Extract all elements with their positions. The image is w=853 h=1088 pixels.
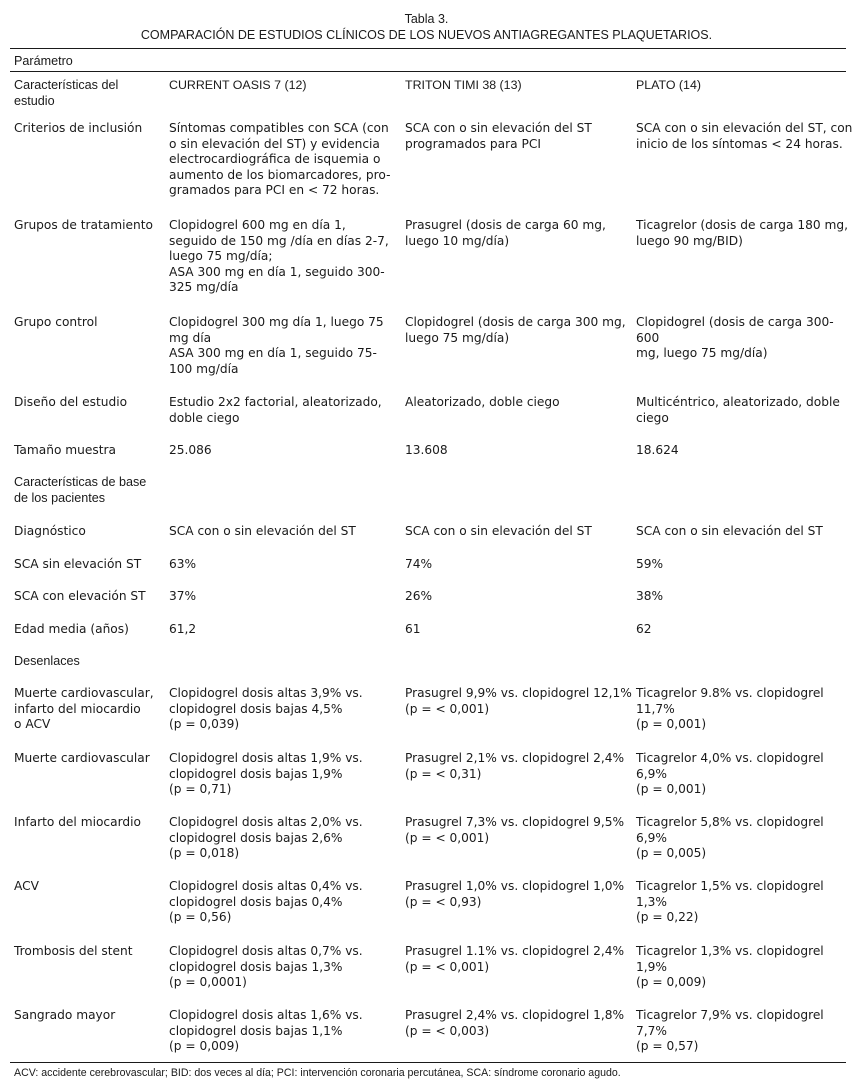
- row-label: Edad media (años): [14, 622, 129, 636]
- table-cell: Clopidogrel dosis altas 0,4% vs. clopidogrel dosis bajas 0,4% (p = 0,56): [169, 879, 363, 924]
- row-label: Tamaño muestra: [14, 443, 116, 457]
- table-cell: SCA con o sin elevación del ST: [169, 524, 356, 538]
- table-cell: SCA con o sin elevación del ST programados para PCI: [405, 121, 592, 151]
- param-header: Parámetro: [14, 54, 73, 68]
- table-cell: 38%: [636, 589, 664, 603]
- table-cell: CURRENT OASIS 7 (12): [169, 78, 307, 92]
- table-cell: 25.086: [169, 443, 212, 457]
- table-cell: 26%: [405, 589, 433, 603]
- table-cell: Clopidogrel (dosis de carga 300 mg, luego 75 mg/día): [405, 315, 626, 345]
- table-cell: Prasugrel 2,1% vs. clopidogrel 2,4% (p = < 0,31): [405, 751, 625, 781]
- table-cell: 37%: [169, 589, 197, 603]
- table-cell: Prasugrel 7,3% vs. clopidogrel 9,5% (p = < 0,001): [405, 815, 625, 845]
- table-cell: Ticagrelor 1,3% vs. clopidogrel 1,9% (p = 0,009): [636, 944, 824, 989]
- table-cell: 74%: [405, 557, 433, 571]
- table-cell: Aleatorizado, doble ciego: [405, 395, 560, 409]
- table-cell: 61,2: [169, 622, 197, 636]
- footnote: ACV: accidente cerebrovascular; BID: dos veces al día; PCI: intervención coronaria percutánea, SCA: síndrome coronario agudo.: [14, 1067, 621, 1079]
- table-cell: Clopidogrel 300 mg día 1, luego 75 mg día ASA 300 mg en día 1, seguido 75- 100 mg/día: [169, 315, 384, 376]
- row-label: Diagnóstico: [14, 524, 86, 538]
- row-label: Características de base de los pacientes: [14, 475, 147, 505]
- table-cell: 61: [405, 622, 421, 636]
- table-cell: 18.624: [636, 443, 679, 457]
- table-title: COMPARACIÓN DE ESTUDIOS CLÍNICOS DE LOS NUEVOS ANTIAGREGANTES PLAQUETARIOS.: [140, 28, 713, 42]
- table-cell: Clopidogrel (dosis de carga 300-600 mg, luego 75 mg/día): [636, 315, 834, 360]
- table-cell: Ticagrelor 9.8% vs. clopidogrel 11,7% (p = 0,001): [636, 686, 824, 731]
- table-cell: Multicéntrico, aleatorizado, doble ciego: [636, 395, 840, 425]
- table-cell: Clopidogrel dosis altas 2,0% vs. clopidogrel dosis bajas 2,6% (p = 0,018): [169, 815, 363, 860]
- row-label: Grupo control: [14, 315, 98, 329]
- row-label: Muerte cardiovascular, infarto del miocardio o ACV: [14, 686, 154, 731]
- table-cell: Estudio 2x2 factorial, aleatorizado, doble ciego: [169, 395, 382, 425]
- row-label: SCA con elevación ST: [14, 589, 146, 603]
- row-label: Grupos de tratamiento: [14, 218, 153, 232]
- row-label: Diseño del estudio: [14, 395, 128, 409]
- table-cell: Ticagrelor 4,0% vs. clopidogrel 6,9% (p = 0,001): [636, 751, 824, 796]
- table-cell: Prasugrel 2,4% vs. clopidogrel 1,8% (p = < 0,003): [405, 1008, 625, 1038]
- bottom-rule: [10, 1062, 846, 1063]
- table-cell: Síntomas compatibles con SCA (con o sin elevación del ST) y evidencia electrocardiográfica de isquemia o aumento de los biomarcadores, pro- gramados para PCI en < 72 horas.: [169, 121, 391, 197]
- row-label: Criterios de inclusión: [14, 121, 143, 135]
- table-cell: TRITON TIMI 38 (13): [405, 78, 522, 92]
- table-cell: Prasugrel (dosis de carga 60 mg, luego 10 mg/día): [405, 218, 606, 248]
- row-label: SCA sin elevación ST: [14, 557, 142, 571]
- row-label: Infarto del miocardio: [14, 815, 141, 829]
- header-rule: [10, 71, 846, 72]
- table-cell: SCA con o sin elevación del ST: [636, 524, 823, 538]
- top-rule: [10, 48, 846, 49]
- row-label: ACV: [14, 879, 39, 893]
- row-label: Desenlaces: [14, 654, 80, 668]
- table-cell: Clopidogrel dosis altas 1,6% vs. clopidogrel dosis bajas 1,1% (p = 0,009): [169, 1008, 363, 1053]
- table-cell: 62: [636, 622, 652, 636]
- table-cell: Prasugrel 1.1% vs. clopidogrel 2,4% (p = < 0,001): [405, 944, 625, 974]
- table-cell: Prasugrel 9,9% vs. clopidogrel 12,1% (p = < 0,001): [405, 686, 632, 716]
- row-label: Muerte cardiovascular: [14, 751, 150, 765]
- table-cell: Prasugrel 1,0% vs. clopidogrel 1,0% (p = < 0,93): [405, 879, 625, 909]
- table-cell: PLATO (14): [636, 78, 701, 92]
- table-cell: SCA con o sin elevación del ST, con inicio de los síntomas < 24 horas.: [636, 121, 853, 151]
- table-cell: 13.608: [405, 443, 448, 457]
- table-label: Tabla 3.: [404, 12, 449, 26]
- table-cell: 63%: [169, 557, 197, 571]
- table-cell: Ticagrelor 1,5% vs. clopidogrel 1,3% (p = 0,22): [636, 879, 824, 924]
- table-cell: Ticagrelor 7,9% vs. clopidogrel 7,7% (p = 0,57): [636, 1008, 824, 1053]
- row-label: Características del estudio: [14, 78, 119, 108]
- table-cell: Ticagrelor 5,8% vs. clopidogrel 6,9% (p = 0,005): [636, 815, 824, 860]
- table-cell: Clopidogrel dosis altas 3,9% vs. clopidogrel dosis bajas 4,5% (p = 0,039): [169, 686, 363, 731]
- row-label: Sangrado mayor: [14, 1008, 116, 1022]
- row-label: Trombosis del stent: [14, 944, 133, 958]
- table-cell: 59%: [636, 557, 664, 571]
- table-cell: Clopidogrel dosis altas 1,9% vs. clopidogrel dosis bajas 1,9% (p = 0,71): [169, 751, 363, 796]
- table-cell: Ticagrelor (dosis de carga 180 mg, luego 90 mg/BID): [636, 218, 849, 248]
- table-cell: Clopidogrel dosis altas 0,7% vs. clopidogrel dosis bajas 1,3% (p = 0,0001): [169, 944, 363, 989]
- table-cell: Clopidogrel 600 mg en día 1, seguido de 150 mg /día en días 2-7, luego 75 mg/día; ASA 300 mg en día 1, seguido 300- 325 mg/día: [169, 218, 389, 294]
- table-cell: SCA con o sin elevación del ST: [405, 524, 592, 538]
